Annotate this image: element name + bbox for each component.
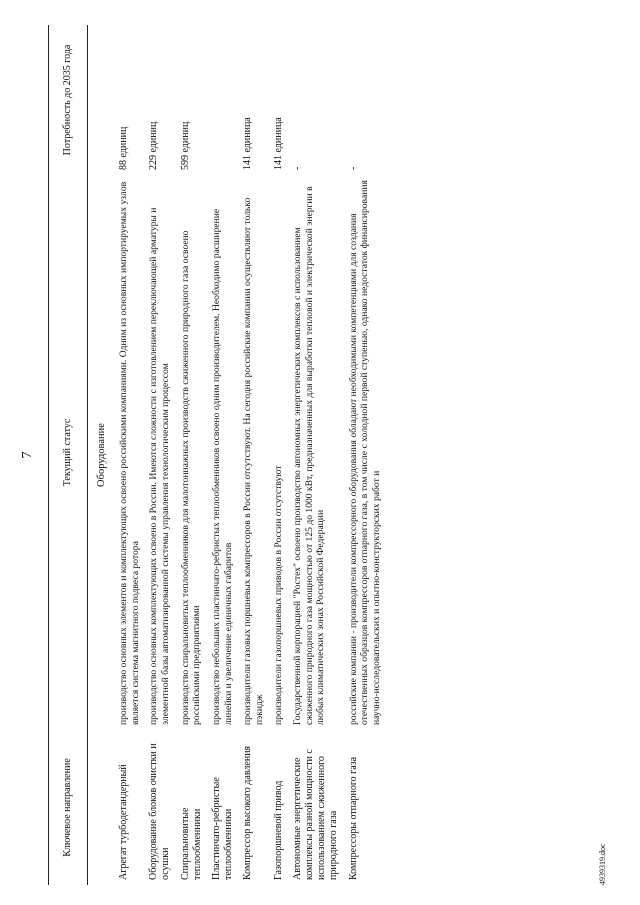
row-need: - [291, 166, 303, 170]
row-status: производители газопоршневых приводов в России отсутствуют [272, 465, 284, 725]
row-status: производители газовых поршневых компрессоров в России отсутствуют. На сегодня российские компании осуществляют только пэкидж [242, 197, 266, 725]
section-row [88, 25, 115, 885]
table-row [115, 25, 145, 885]
table-row [177, 25, 208, 885]
row-direction: Пластинчато-ребристые теплообменники [210, 777, 235, 880]
row-direction: Автономные энергетические комплексы разной мощности с использованием сжиженного природного газа [291, 749, 340, 880]
table-row [289, 25, 345, 885]
row-need: 141 единица [242, 117, 254, 170]
header-need: Потребность до 2035 года [49, 25, 88, 175]
row-direction: Спиральновитые теплообменники [179, 807, 203, 880]
row-need: - [347, 166, 359, 170]
document-page [20, 25, 620, 885]
table-row [208, 25, 239, 885]
row-direction: Агрегат турбодетандерный [117, 764, 129, 880]
document-id: 4939319.doc [598, 843, 607, 885]
row-status: производство основных элементов и комплектующих освоено российскими компаниями. Одним из основных импортируемых узлов является система магнитного подвеса ротора [117, 181, 141, 725]
row-need: 88 единиц [117, 126, 129, 170]
table-row [145, 25, 176, 885]
page-number: 7 [20, 451, 35, 459]
row-direction: Оборудование блоков очистки и осушки [148, 743, 172, 880]
row-direction: Компрессоры отпарного газа [347, 756, 359, 880]
row-need: 599 единиц [179, 121, 191, 170]
equipment-table [48, 25, 387, 885]
table-row [270, 25, 289, 885]
row-need: 229 единиц [148, 121, 160, 170]
table-row [345, 25, 387, 885]
row-direction: Компрессор высокого давления [242, 745, 254, 880]
row-need: 141 единица [272, 117, 284, 170]
row-status: производство основных комплектующих освоено в России. Имеются сложности с изготовлением переключающей арматуры и элементной базы автоматизированной системы управления технологическим процессом [148, 207, 171, 725]
row-status: Государственной корпорацией "Ростех" освоено производство автономных энергетических комплексов с использованием сжиженного природного газа мощностью от 125 до 1000 кВт, предназначенных для выработки тепловой и электрической энергии в любых климатических зонах Российской Федерации [291, 186, 327, 725]
table-header-row [49, 25, 88, 885]
header-status: Текущий статус [49, 175, 88, 730]
header-direction: Ключевое направление [49, 730, 88, 885]
section-title: Оборудование [96, 423, 107, 487]
row-need [208, 25, 239, 175]
row-status: производство спиральновитых теплообменников для малотоннажных производств сжиженного природного газа освоено российскими предприятиями [179, 230, 203, 725]
table-row [239, 25, 269, 885]
row-status: российские компании - производители компрессорного оборудования обладают необходимыми компетенциями для создания отечественных образцов компрессоров отпарного газа, в том числе с холодной первой ступенью, однако недостаток финансирования научно-исследовательских и опытно-конструкторских работ и [347, 180, 383, 725]
row-direction: Газопоршневой привод [272, 780, 284, 880]
row-status: производство небольших пластинчато-ребристых теплообменников освоено одним производителем. Необходимо расширение линейки и увеличение единичных габаритов [210, 208, 234, 725]
